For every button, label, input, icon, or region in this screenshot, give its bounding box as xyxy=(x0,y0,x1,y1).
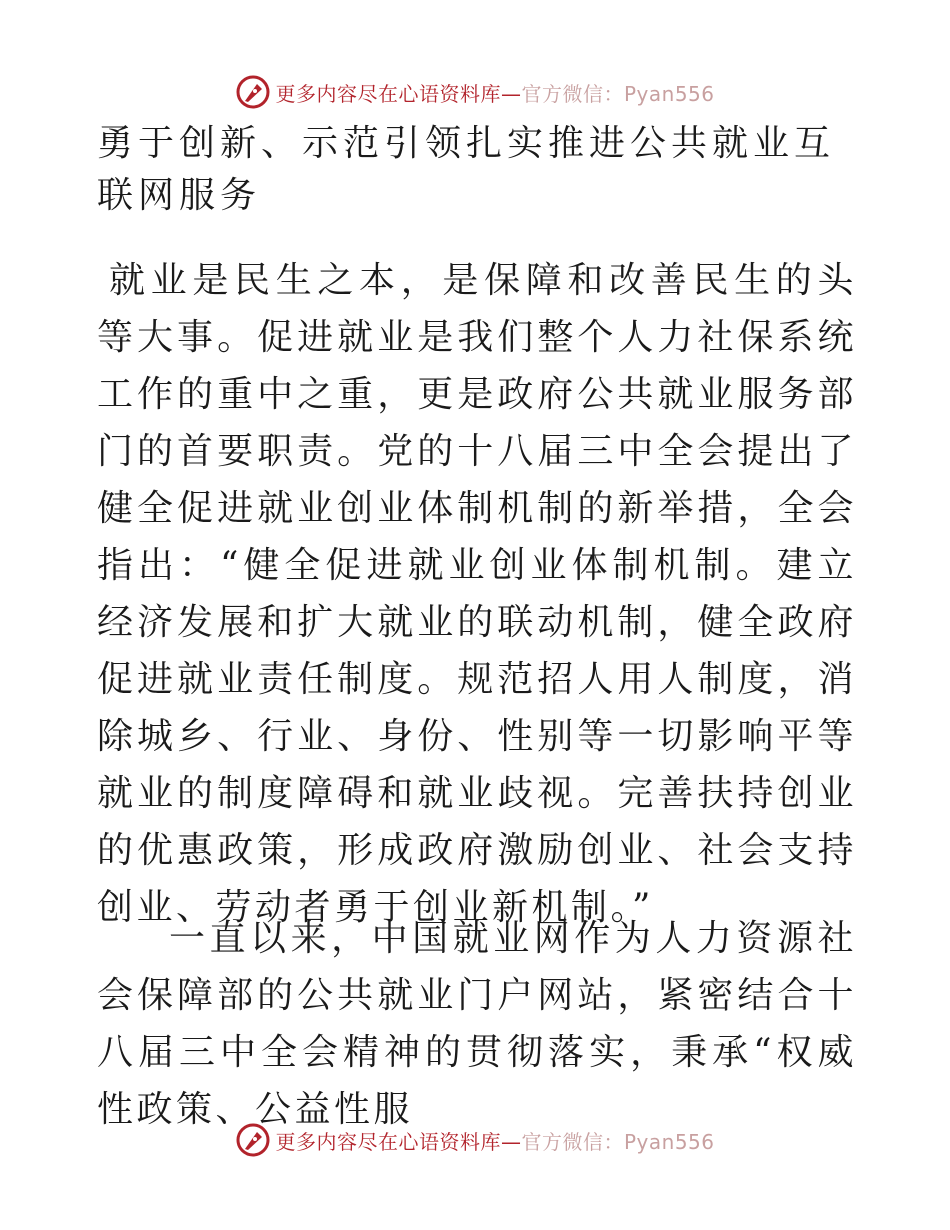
body-paragraph-2: 一直以来，中国就业网作为人力资源社会保障部的公共就业门户网站，紧密结合十八届三中全会精神的贯彻落实，秉承“权威性政策、公益性服 xyxy=(97,918,857,1130)
body-paragraph-1: 就业是民生之本，是保障和改善民生的头等大事。促进就业是我们整个人力社保系统工作的重中之重，更是政府公共就业服务部门的首要职责。党的十八届三中全会提出了健全促进就业创业体制机制的新举措，全会指出：“健全促进就业创业体制机制。建立经济发展和扩大就业的联动机制，健全政府促进就业责任制度。规范招人用人制度，消除城乡、行业、身份、性别等一切影响平等就业的制度障碍和就业歧视。完善扶持创业的优惠政策，形成政府激励创业、社会支持创业、劳动者勇于创业新机制。” xyxy=(97,260,857,928)
footer-banner xyxy=(0,1120,950,1160)
pen-nib-logo-icon xyxy=(235,1122,271,1158)
header-wechat-id: Pyan556 xyxy=(623,81,715,106)
footer-banner-separator: — xyxy=(500,1129,522,1154)
header-banner-separator: — xyxy=(500,81,522,106)
header-banner xyxy=(0,72,950,112)
footer-wechat-id: Pyan556 xyxy=(623,1129,715,1154)
footer-banner-title: 更多内容尽在心语资料库 xyxy=(275,1129,501,1154)
header-wechat-label: 官方微信： xyxy=(521,81,624,106)
document-title: 勇于创新、示范引领扎实推进公共就业互联网服务 xyxy=(97,123,836,216)
header-banner-title: 更多内容尽在心语资料库 xyxy=(275,81,501,106)
header-banner-text xyxy=(275,78,714,107)
footer-wechat-label: 官方微信： xyxy=(521,1129,624,1154)
footer-banner-text xyxy=(275,1126,714,1155)
pen-nib-logo-icon xyxy=(235,74,271,110)
